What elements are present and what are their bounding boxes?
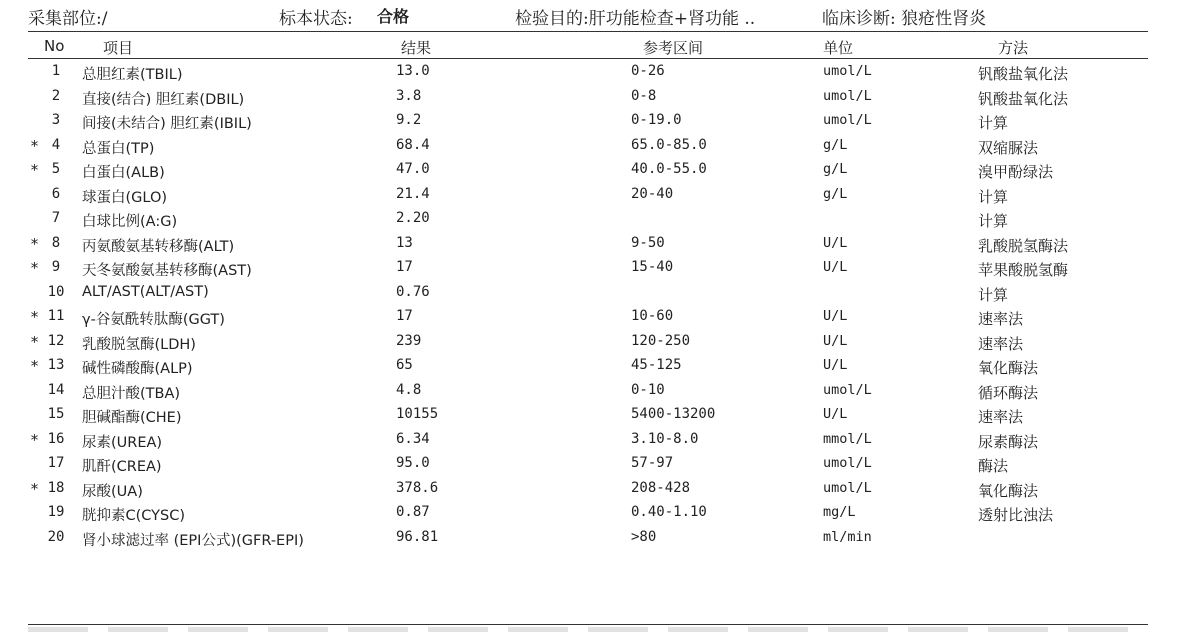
- row-result: 13: [396, 234, 413, 251]
- row-result: 3.8: [396, 87, 422, 104]
- col-reference: 参考区间: [643, 39, 704, 57]
- row-number: 7: [51, 210, 61, 226]
- row-reference: 40.0-55.0: [631, 161, 707, 177]
- table-row: [0, 209, 1190, 234]
- row-unit: ml/min: [823, 528, 872, 545]
- row-result: 6.34: [396, 430, 430, 447]
- row-item: 尿酸(UA): [82, 483, 143, 500]
- row-result: 13.0: [396, 63, 430, 79]
- row-flag: *: [30, 430, 40, 449]
- table-row: [0, 479, 1190, 504]
- row-number: 18: [47, 479, 65, 496]
- table-row: [0, 258, 1190, 283]
- row-flag: *: [30, 234, 40, 253]
- footer-divider: [28, 624, 1148, 625]
- specimen-status-value: 合格: [377, 7, 410, 26]
- table-row: [0, 332, 1190, 357]
- row-number: 11: [47, 308, 65, 324]
- row-item: γ-谷氨酰转肽酶(GGT): [82, 312, 225, 328]
- row-number: 10: [47, 283, 65, 300]
- row-item: 胱抑素C(CYSC): [82, 508, 185, 524]
- row-number: 16: [47, 430, 65, 447]
- row-method: 溴甲酚绿法: [978, 163, 1054, 181]
- report-header: [0, 4, 1190, 30]
- table-row: [0, 503, 1190, 528]
- row-flag: *: [30, 357, 40, 375]
- row-number: 6: [51, 185, 61, 202]
- row-method: 双缩脲法: [978, 138, 1039, 157]
- row-number: 12: [47, 332, 65, 349]
- row-item: 肾小球滤过率 (EPI公式)(GFR-EPI): [82, 532, 304, 549]
- row-flag: *: [30, 332, 40, 351]
- row-unit: g/L: [823, 136, 848, 153]
- results-table: [0, 62, 1190, 552]
- row-unit: umol/L: [823, 87, 872, 104]
- row-result: 17: [396, 308, 413, 324]
- col-result: 结果: [401, 39, 432, 57]
- row-item: ALT/AST(ALT/AST): [82, 283, 209, 300]
- row-result: 96.81: [396, 528, 439, 545]
- table-row: [0, 283, 1190, 308]
- row-reference: 208-428: [631, 479, 691, 496]
- row-flag: *: [30, 136, 40, 155]
- row-unit: mg/L: [823, 504, 856, 520]
- specimen-status-label: 标本状态:: [279, 9, 353, 29]
- row-unit: umol/L: [823, 112, 872, 128]
- row-method: 钒酸盐氧化法: [978, 65, 1069, 83]
- row-number: 8: [51, 234, 61, 251]
- table-row: [0, 454, 1190, 479]
- row-reference: 10-60: [631, 308, 674, 324]
- table-row: [0, 87, 1190, 112]
- row-unit: U/L: [823, 234, 848, 251]
- row-reference: 65.0-85.0: [631, 136, 707, 153]
- row-result: 239: [396, 332, 422, 349]
- row-method: 计算: [978, 212, 1009, 230]
- table-row: [0, 111, 1190, 136]
- row-item: 总胆汁酸(TBA): [82, 385, 181, 402]
- footer-cropped-text: [28, 627, 1148, 632]
- table-row: [0, 62, 1190, 87]
- row-result: 68.4: [396, 136, 430, 153]
- row-unit: U/L: [823, 259, 848, 275]
- row-reference: 0-26: [631, 63, 665, 79]
- row-method: 循环酶法: [978, 383, 1039, 402]
- row-reference: 0-8: [631, 87, 657, 104]
- row-method: 氧化酶法: [978, 359, 1039, 377]
- clinical-diagnosis: 临床诊断: 狼疮性肾炎: [822, 9, 987, 29]
- row-reference: 0-10: [631, 381, 665, 398]
- row-item: 间接(未结合) 胆红素(IBIL): [82, 116, 252, 132]
- table-header: [0, 37, 1190, 59]
- table-row: [0, 160, 1190, 185]
- table-row: [0, 234, 1190, 259]
- row-result: 47.0: [396, 161, 430, 177]
- row-method: 计算: [978, 187, 1009, 206]
- row-unit: umol/L: [823, 381, 872, 398]
- table-row: [0, 185, 1190, 210]
- header-divider: [28, 31, 1148, 32]
- row-item: 球蛋白(GLO): [82, 189, 168, 206]
- col-item: 项目: [103, 39, 134, 57]
- row-number: 14: [47, 381, 65, 398]
- row-method: 酶法: [978, 457, 1009, 475]
- row-reference: 20-40: [631, 185, 674, 202]
- row-unit: umol/L: [823, 455, 872, 471]
- row-reference: 15-40: [631, 259, 674, 275]
- row-method: 计算: [978, 114, 1009, 132]
- row-result: 21.4: [396, 185, 430, 202]
- row-result: 4.8: [396, 381, 422, 398]
- row-unit: U/L: [823, 406, 848, 422]
- row-number: 2: [51, 87, 61, 104]
- table-row: [0, 405, 1190, 430]
- row-reference: 9-50: [631, 234, 665, 251]
- row-result: 378.6: [396, 479, 439, 496]
- row-number: 17: [47, 455, 65, 471]
- table-row: [0, 307, 1190, 332]
- row-item: 乳酸脱氢酶(LDH): [82, 336, 196, 353]
- row-reference: 45-125: [631, 357, 682, 373]
- row-result: 17: [396, 259, 413, 275]
- row-result: 95.0: [396, 455, 430, 471]
- row-number: 19: [47, 504, 65, 520]
- row-unit: g/L: [823, 161, 848, 177]
- row-item: 胆碱酯酶(CHE): [82, 410, 182, 426]
- row-number: 15: [47, 406, 65, 422]
- row-item: 直接(结合) 胆红素(DBIL): [82, 91, 245, 108]
- row-reference: >80: [631, 528, 657, 545]
- row-result: 2.20: [396, 210, 430, 226]
- row-item: 丙氨酸氨基转移酶(ALT): [82, 238, 235, 255]
- row-number: 1: [51, 63, 61, 79]
- row-flag: *: [30, 161, 40, 179]
- row-number: 13: [47, 357, 65, 373]
- row-flag: *: [30, 479, 40, 498]
- row-item: 总胆红素(TBIL): [82, 67, 183, 83]
- row-unit: umol/L: [823, 63, 872, 79]
- row-flag: *: [30, 308, 40, 326]
- row-unit: U/L: [823, 332, 848, 349]
- row-item: 总蛋白(TP): [82, 140, 155, 157]
- row-result: 0.76: [396, 283, 430, 300]
- row-method: 计算: [978, 285, 1009, 304]
- table-row: [0, 136, 1190, 161]
- row-item: 白蛋白(ALB): [82, 165, 165, 181]
- row-unit: mmol/L: [823, 430, 872, 447]
- col-method: 方法: [998, 39, 1029, 57]
- table-row: [0, 528, 1190, 553]
- row-method: 透射比浊法: [978, 506, 1054, 524]
- row-method: 钒酸盐氧化法: [978, 89, 1069, 108]
- row-reference: 0-19.0: [631, 112, 682, 128]
- row-item: 碱性磷酸酶(ALP): [82, 361, 193, 377]
- row-reference: 57-97: [631, 455, 674, 471]
- row-number: 4: [51, 136, 61, 153]
- row-number: 9: [51, 259, 61, 275]
- table-header-divider: [28, 58, 1148, 59]
- row-method: 氧化酶法: [978, 481, 1039, 500]
- row-unit: umol/L: [823, 479, 872, 496]
- row-method: 速率法: [978, 310, 1024, 328]
- row-result: 9.2: [396, 112, 422, 128]
- row-reference: 5400-13200: [631, 406, 716, 422]
- row-method: 苹果酸脱氢酶: [978, 261, 1069, 279]
- table-row: [0, 356, 1190, 381]
- row-reference: 120-250: [631, 332, 691, 349]
- row-flag: *: [30, 259, 40, 277]
- row-method: 尿素酶法: [978, 432, 1039, 451]
- row-reference: 3.10-8.0: [631, 430, 699, 447]
- col-no: No: [44, 37, 65, 55]
- row-number: 20: [47, 528, 65, 545]
- row-number: 5: [51, 161, 61, 177]
- sample-site: 采集部位:/: [28, 9, 108, 29]
- row-unit: U/L: [823, 308, 848, 324]
- row-number: 3: [51, 112, 61, 128]
- row-method: 乳酸脱氢酶法: [978, 236, 1069, 255]
- row-item: 天冬氨酸氨基转移酶(AST): [82, 263, 252, 279]
- row-result: 65: [396, 357, 413, 373]
- test-purpose: 检验目的:肝功能检查+肾功能 ..: [515, 9, 756, 29]
- table-row: [0, 381, 1190, 406]
- row-method: 速率法: [978, 334, 1024, 353]
- row-method: 速率法: [978, 408, 1024, 426]
- row-item: 肌酐(CREA): [82, 459, 162, 475]
- row-item: 尿素(UREA): [82, 434, 163, 451]
- row-reference: 0.40-1.10: [631, 504, 707, 520]
- row-unit: U/L: [823, 357, 848, 373]
- col-unit: 单位: [823, 39, 854, 57]
- row-item: 白球比例(A:G): [82, 214, 178, 230]
- table-row: [0, 430, 1190, 455]
- row-result: 10155: [396, 406, 439, 422]
- row-result: 0.87: [396, 504, 430, 520]
- row-unit: g/L: [823, 185, 848, 202]
